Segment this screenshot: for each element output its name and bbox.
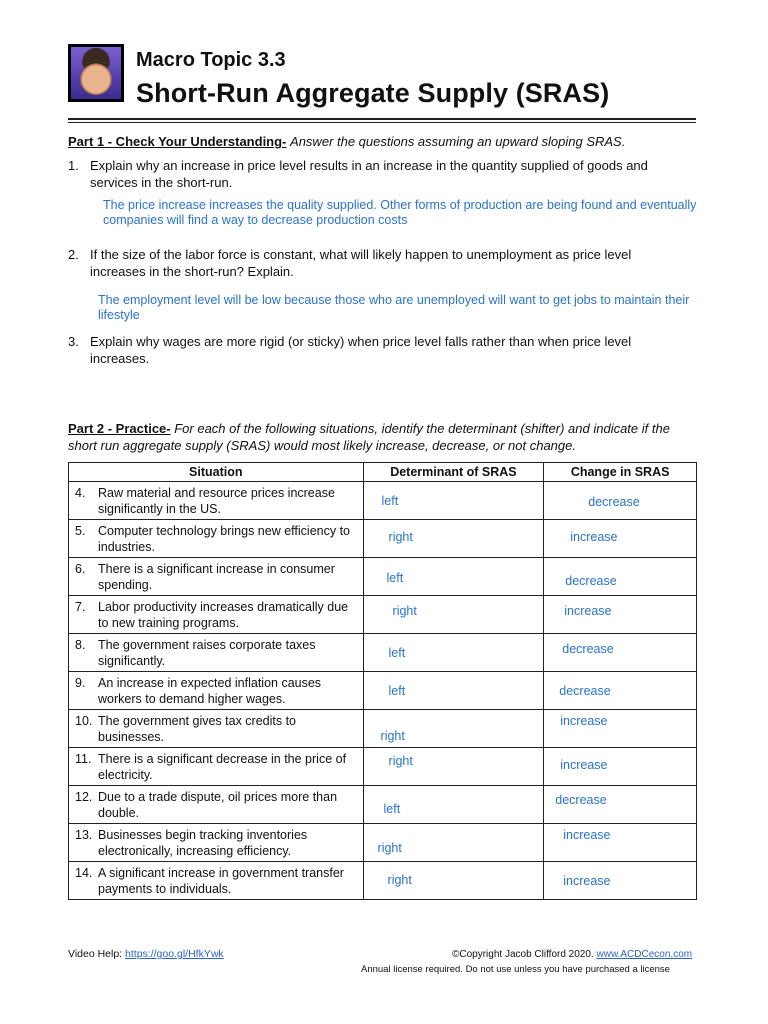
change-answer: decrease [555,793,607,807]
table-row [69,786,697,824]
table-header-row [69,463,697,482]
site-link[interactable]: www.ACDCecon.com [596,949,693,960]
copyright [452,949,692,960]
determinant-answer: left [388,684,406,698]
question-number: 3. [68,334,79,349]
video-help-label: Video Help: [68,948,123,960]
part1-title: Part 1 - Check Your Understanding- [68,134,287,149]
row-number: 13. [75,828,93,842]
situation-text: Raw material and resource prices increase significantly in the US. [98,486,335,516]
situation-text: Due to a trade dispute, oil prices more than double. [98,790,338,820]
determinant-answer: left [381,494,399,508]
question-2 [68,246,698,282]
video-help [68,948,224,960]
change-answer: increase [564,604,612,618]
question-number: 1. [68,158,79,173]
determinant-answer: right [388,530,413,544]
situation-text: The government gives tax credits to businesses. [98,714,297,744]
question-3 [68,333,698,369]
table-row [69,558,697,596]
change-answer: increase [563,828,611,842]
part2-instruction: For each of the following situations, identify the determinant (shifter) and indicate if the short run aggregate supply (SRAS) would most likely increase, decrease, or not change. [68,421,670,453]
part2-title: Part 2 - Practice- [68,421,171,436]
change-answer: decrease [562,642,614,656]
determinant-answer: right [388,754,413,768]
table-row [69,634,697,672]
answer-1: The price increase increases the quality supplied. Other forms of production are being found and eventually companies will find a way to decrease production costs [103,198,697,227]
table-row [69,520,697,558]
question-text: If the size of the labor force is constant, what will likely happen to unemployment as price level increases in the short-run? Explain. [90,247,632,279]
question-number: 2. [68,247,79,262]
change-answer: increase [560,714,608,728]
col-header-determinant: Determinant of SRAS [363,463,544,482]
situation-text: Businesses begin tracking inventories electronically, increasing efficiency. [98,828,308,858]
change-answer: increase [563,874,611,888]
question-text: Explain why an increase in price level results in an increase in the quantity supplied of goods and services in the short-run. [90,158,648,190]
change-answer: decrease [559,684,611,698]
page-title: Short-Run Aggregate Supply (SRAS) [136,78,610,108]
sras-table [68,462,697,900]
situation-text: Computer technology brings new efficiency to industries. [98,524,350,554]
determinant-answer: right [392,604,417,618]
video-help-link[interactable]: https://goo.gl/HfkYwk [125,948,224,960]
row-number: 5. [75,524,86,538]
row-number: 12. [75,790,93,804]
situation-text: There is a significant decrease in the price of electricity. [98,752,347,782]
row-number: 7. [75,600,86,614]
row-number: 14. [75,866,93,880]
copyright-text: ©Copyright Jacob Clifford 2020. [452,949,594,960]
change-answer: increase [560,758,608,772]
situation-text: Labor productivity increases dramatically due to new training programs. [98,600,349,630]
col-header-situation: Situation [69,463,364,482]
row-number: 8. [75,638,86,652]
table-row [69,748,697,786]
situation-text: There is a significant increase in consumer spending. [98,562,335,592]
determinant-answer: left [386,571,404,585]
change-answer: increase [570,530,618,544]
title-rule-thin [68,122,696,123]
table-row [69,824,697,862]
table-row [69,596,697,634]
determinant-answer: right [377,841,402,855]
topic-label: Macro Topic 3.3 [136,49,286,71]
part1-heading [68,133,698,150]
situation-text: A significant increase in government transfer payments to individuals. [98,866,344,896]
answer-2: The employment level will be low because those who are unemployed will want to get jobs to maintain their lifestyle [98,293,690,322]
part2-heading [68,420,698,454]
table-row [69,862,697,900]
change-answer: decrease [565,574,617,588]
row-number: 11. [75,752,92,766]
table-row [69,710,697,748]
question-1 [68,157,698,193]
license-notice: Annual license required. Do not use unless you have purchased a license [361,964,670,975]
row-number: 9. [75,676,86,690]
question-text: Explain why wages are more rigid (or sticky) when price level falls rather than when price level increases. [90,334,632,366]
situation-text: An increase in expected inflation causes workers to demand higher wages. [98,676,322,706]
col-header-change: Change in SRAS [544,463,697,482]
situation-text: The government raises corporate taxes significantly. [98,638,316,668]
row-number: 10. [75,714,93,728]
author-photo [68,44,124,102]
table-row [69,482,697,520]
determinant-answer: right [380,729,405,743]
part1-instruction: Answer the questions assuming an upward sloping SRAS. [290,134,626,149]
row-number: 4. [75,486,86,500]
title-rule [68,118,696,120]
determinant-answer: right [387,873,412,887]
change-answer: decrease [588,495,640,509]
row-number: 6. [75,562,86,576]
determinant-answer: left [388,646,406,660]
determinant-answer: left [383,802,401,816]
table-row [69,672,697,710]
